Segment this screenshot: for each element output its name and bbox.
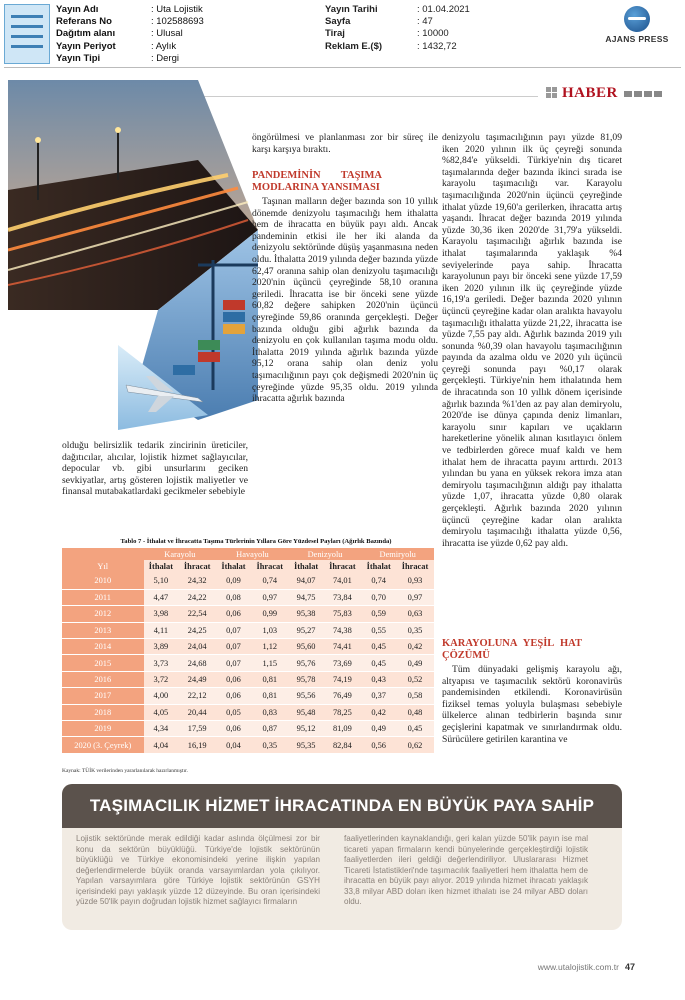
table-cell: 73,69	[323, 655, 361, 671]
table-cell: 75,83	[323, 606, 361, 622]
table-header-year: Yıl	[62, 560, 144, 573]
table-cell: 0,45	[361, 639, 396, 655]
table-cell: 0,07	[216, 622, 251, 638]
meta-value: : Aylık	[151, 40, 177, 52]
table-cell: 0,05	[216, 704, 251, 720]
table-cell: 73,84	[323, 589, 361, 605]
table-header-cell: İhracat	[251, 560, 289, 573]
table-cell: 0,74	[251, 573, 289, 589]
divider	[4, 67, 681, 68]
table-cell: 0,83	[251, 704, 289, 720]
table-row	[62, 639, 434, 655]
info-box-col-left: Lojistik sektöründe merak edildiği kadar aslında ölçülmesi zor bir konu da sektörün büyüklüğü. Türkiye'de lojistik sektörünün büyüklüğü ve Türkiye ekonomisindeki yerine ilişkin yapılan değerlendirmelerde büyük oranda varsayımlardan yola çıkılıyor. Yapılan varsayımlara göre Türkiye lojistik sektörünün GSYH içerisindeki payı yaklaşık yüzde 12 düzeyinde. Bu oran içerisindeki yüzde 50'lik payın doğrudan lojistik hizmet sağlayıcı firmaların	[76, 834, 320, 906]
article-col-right-bottom	[442, 664, 622, 770]
meta-key: Dağıtım alanı	[56, 28, 116, 40]
table-cell: 0,06	[216, 721, 251, 737]
paragraph: olduğu belirsizlik tedarik zincirinin üreticiler, dağıtıcılar, alıcılar, lojistik hizmet sağlayıcılar, depocular vb. gibi unsurlarını geciken sevkiyatlar, artış gösteren lojistik maliyetler ve finansal mutabakatlardaki gecikmeler sebebiyle	[62, 440, 248, 498]
paragraph: Taşınan malların değer bazında son 10 yıllık dönemde denizyolu taşımacılığı hem ithalatta hem de ihracatta en büyük payı aldı. Ancak pandeminin etkisi ile her iki alanda da denizyolu sektöründe düşüş yaşanmasına neden oldu. İthalatta 2019 yılında değer bazında yüzde 62,47 oranına sahip olan denizyolu taşımacılığı 2020'nin üçüncü çeyreğinde 58,10 oranına geriledi. İhracatta ise bir önceki sene yüzde 60,82 değere sahipken 2020'nin üçüncü çeyreğinde 59,86 oranında gerçekleşti. Değer bazında olduğu gibi ağırlık bazında da denizyolu en çok kullanılan taşıma modu oldu. İthalatta 2019 yılında ağırlık bazında yüzde 95,12 orana sahip olan deniz yolu taşımacılığının payı çok değişmedi 2020'nin üç çeyreğinde yüzde 95,35 oldu. 2019 yılında ihracatta ağırlık bazında	[252, 196, 438, 405]
table-cell-year: 2017	[62, 688, 144, 704]
table-cell: 4,04	[144, 737, 179, 753]
agency-logo	[597, 6, 677, 44]
table-cell: 95,76	[289, 655, 324, 671]
table-cell: 0,97	[396, 589, 434, 605]
table-row	[62, 737, 434, 753]
table-cell: 82,84	[323, 737, 361, 753]
table-header-cell: İhracat	[178, 560, 216, 573]
table-cell: 4,47	[144, 589, 179, 605]
table-row	[62, 671, 434, 687]
table-cell-year: 2018	[62, 704, 144, 720]
heading-pandemi: PANDEMİNİN TAŞIMA MODLARINA YANSIMASI	[252, 170, 382, 193]
table-cell: 0,70	[361, 589, 396, 605]
table-cell: 0,06	[216, 671, 251, 687]
meta-value: : 1432,72	[417, 40, 457, 52]
agency-name: AJANS PRESS	[605, 34, 669, 44]
table-cell: 4,34	[144, 721, 179, 737]
meta-key: Yayın Tarihi	[325, 4, 378, 15]
table-cell-year: 2012	[62, 606, 144, 622]
table-cell: 95,56	[289, 688, 324, 704]
table-cell: 0,09	[216, 573, 251, 589]
table-cell: 0,49	[361, 721, 396, 737]
globe-icon	[624, 6, 650, 32]
table-cell: 0,87	[251, 721, 289, 737]
publication-logo	[4, 4, 50, 64]
info-box	[62, 784, 622, 930]
table-cell: 0,58	[396, 688, 434, 704]
clipping-header	[0, 0, 685, 68]
meta-key: Yayın Tipi	[56, 52, 101, 64]
table-cell: 95,48	[289, 704, 324, 720]
meta-value: : Ulusal	[151, 28, 183, 40]
table-cell-year: 2019	[62, 721, 144, 737]
footer-url: www.utalojistik.com.tr	[537, 962, 619, 972]
table-cell: 3,73	[144, 655, 179, 671]
table-cell: 22,54	[178, 606, 216, 622]
meta-value: : Uta Lojistik	[151, 4, 203, 15]
meta-right	[325, 4, 537, 53]
table-cell: 0,42	[396, 639, 434, 655]
table-row	[62, 589, 434, 605]
table-sub-header	[62, 560, 434, 573]
table-cell: 3,72	[144, 671, 179, 687]
table-title: Tablo 7 - İthalat ve İhracatta Taşıma Türlerinin Yıllara Göre Yüzdesel Payları (Ağırlık Bazında)	[120, 538, 392, 545]
article-col-right	[442, 132, 622, 632]
table-cell: 74,38	[323, 622, 361, 638]
table-cell: 76,49	[323, 688, 361, 704]
table-cell: 0,07	[216, 655, 251, 671]
table-cell: 1,15	[251, 655, 289, 671]
table-cell: 74,41	[323, 639, 361, 655]
logistics-photo	[8, 80, 258, 430]
table-cell: 0,99	[251, 606, 289, 622]
table-cell: 16,19	[178, 737, 216, 753]
table-cell: 95,27	[289, 622, 324, 638]
table-cell: 5,10	[144, 573, 179, 589]
table-header-cell: İthalat	[361, 560, 396, 573]
table-cell: 0,93	[396, 573, 434, 589]
table-cell: 0,45	[396, 721, 434, 737]
table-row	[62, 688, 434, 704]
page-footer	[538, 962, 635, 972]
table-cell: 0,63	[396, 606, 434, 622]
table-header-denizyolu: Denizyolu	[289, 548, 362, 560]
table-cell: 0,37	[361, 688, 396, 704]
table-cell: 0,49	[396, 655, 434, 671]
page-number: 47	[624, 962, 635, 972]
photo-collage	[8, 80, 258, 430]
table-cell: 74,19	[323, 671, 361, 687]
table-cell: 20,44	[178, 704, 216, 720]
table-row	[62, 606, 434, 622]
table-cell: 0,48	[396, 704, 434, 720]
table-cell: 22,12	[178, 688, 216, 704]
table-cell-year: 2013	[62, 622, 144, 638]
table-cell-year: 2010	[62, 573, 144, 589]
table-cell-year: 2016	[62, 671, 144, 687]
transport-share-table	[62, 548, 434, 754]
info-box-title: TAŞIMACILIK HİZMET İHRACATINDA EN BÜYÜK PAYA SAHİP	[62, 784, 622, 828]
meta-key: Sayfa	[325, 16, 351, 28]
dots-icon	[624, 91, 662, 97]
meta-value: : 102588693	[151, 16, 204, 28]
table-cell-year: 2014	[62, 639, 144, 655]
table-cell: 4,00	[144, 688, 179, 704]
table-cell: 0,06	[216, 606, 251, 622]
table-cell: 0,59	[361, 606, 396, 622]
meta-value: : 47	[417, 16, 433, 28]
table-cell: 0,42	[361, 704, 396, 720]
table-cell: 0,07	[216, 639, 251, 655]
meta-key: Yayın Adı	[56, 4, 99, 15]
table-cell: 24,68	[178, 655, 216, 671]
table-header-demiryolu: Demiryolu	[361, 548, 434, 560]
table-cell: 24,22	[178, 589, 216, 605]
table-row	[62, 704, 434, 720]
paragraph: denizyolu taşımacılığının payı yüzde 81,09 iken 2020 yılının ilk üç çeyreği sonunda %82,84'e yükseldi. Türkiye'nin dış ticaret taşımalarında değer bazında ikinci sırada ise karayolu taşımacılığı var. Karayolu taşımacılığında 2020'nin üçüncü çeyreğinde ithalat yüzde 19,60'a gerilerken, ihracatta artış yaşandı. İhracat değer bazında 2019 yılında yüzde 30,36 iken 2020'de 31,79'a yükseldi. Karayolu taşımacılığı ağırlık bazında ise ithalat taşımalarında yaklaşık %4 seviyelerinde paya sahip. İhracatta karayolunun payı bir önceki sene yüzde 17,59 iken 2020 yılının ilk üç çeyreğinde yüzde 16,19'a geriledi. Değer bazında 2020 yılının üçüncü çeyreğine kadar olan aralıkta havayolu taşımacılığı ithalatta yüzde 21,22, ihracatta ise yüzde 7,55 pay aldı. Ağırlık bazında 2019 yılı sonunda %0,39 olan havayolu taşımacılığının payında da azalma oldu ve 2020 yılı üçüncü çeyreği sonunda payı %0,17 olarak gerçekleşti. Türkiye'nin hem ithalatında hem de ihracatında son 10 yıllık dönem içerisinde ağırlık bazında %1'den az pay alan demiryolu, 2020'de ise dünya çapında deniz limanları, karayolu sınır kapıları ve uçakların hareketlerine yönelik alınan kısıtlayıcı önlem ve tedbirlerden görece muaf kaldı ve hem ithalat hem de ihracatta payını arttırdı. 2013 yılından bu yana en yüksek rekora imza atan demiryolu taşımacılığının aldığı pay ithalatta yüzde 1,07, ihracatta yüzde 0,80 olarak gerçekleşti. Ağırlık bazında 2020 yılının üçüncü çeyreğine kadar olan aralıkta demiryolu taşımacılığı ithalatta yüzde 0,56, ihracatta ise yüzde 0,62 pay aldı.	[442, 132, 622, 549]
table-cell: 95,35	[289, 737, 324, 753]
table-cell: 0,04	[216, 737, 251, 753]
table-row	[62, 573, 434, 589]
article-col-middle-top	[252, 132, 438, 155]
table-cell: 0,81	[251, 671, 289, 687]
paragraph: öngörülmesi ve planlanması zor bir süreç ile karşı karşıya bıraktı.	[252, 132, 438, 155]
table-cell-year: 2015	[62, 655, 144, 671]
table-cell: 0,97	[251, 589, 289, 605]
section-label: HABER	[562, 85, 618, 101]
table-cell: 0,08	[216, 589, 251, 605]
table-row	[62, 622, 434, 638]
meta-left	[56, 4, 291, 65]
table-cell: 1,12	[251, 639, 289, 655]
meta-value: : 10000	[417, 28, 449, 40]
table-cell: 0,35	[396, 622, 434, 638]
table-cell: 95,60	[289, 639, 324, 655]
table-cell: 0,81	[251, 688, 289, 704]
paragraph: Tüm dünyadaki gelişmiş karayolu ağı, altyapısı ve taşımacılık sektörü koronavirüs pandemisinden etkilendi. Koronavirüsün fiziksel temas yoluyla bulaşması sebebiyle ülkelerce alınan tedbirlerin başında sınır geçişlerini kapatmak ve sınırlandırmak oldu. Sürücülere getirilen karantina ve	[442, 664, 622, 745]
table-cell: 78,25	[323, 704, 361, 720]
table-cell: 4,05	[144, 704, 179, 720]
table-group-header	[62, 548, 434, 560]
section-heading	[252, 170, 382, 194]
table-cell: 17,59	[178, 721, 216, 737]
table-cell: 24,32	[178, 573, 216, 589]
table-cell-year: 2011	[62, 589, 144, 605]
table-cell: 0,35	[251, 737, 289, 753]
article-col-left	[62, 440, 248, 498]
meta-value: : 01.04.2021	[417, 4, 470, 15]
table-cell: 0,52	[396, 671, 434, 687]
table-cell: 24,25	[178, 622, 216, 638]
table-cell: 0,62	[396, 737, 434, 753]
table-cell: 0,06	[216, 688, 251, 704]
squares-icon	[546, 87, 558, 101]
table-row	[62, 721, 434, 737]
table-cell: 95,12	[289, 721, 324, 737]
table-header-cell: İthalat	[144, 560, 179, 573]
meta-key: Tiraj	[325, 28, 345, 40]
table-cell: 0,45	[361, 655, 396, 671]
table-header-blank	[62, 548, 144, 560]
meta-key: Yayın Periyot	[56, 40, 116, 52]
table-cell: 95,38	[289, 606, 324, 622]
table-cell: 0,43	[361, 671, 396, 687]
table-source: Kaynak: TÜİK verilerinden yararlanılarak hazırlanmıştır.	[62, 768, 188, 774]
table-cell: 94,75	[289, 589, 324, 605]
table-header-havayolu: Havayolu	[216, 548, 289, 560]
table-cell: 3,89	[144, 639, 179, 655]
info-box-col-right: faaliyetlerinden kaynaklandığı, geri kalan yüzde 50'lik payın ise mal ticareti yapan firmaların kendi bünyelerinde gerçekleştirdiği lojistik faaliyetlerden ileri geldiği değerlendiriliyor. Uluslararası Hizmet Ticareti İstatistikleri'nde taşımacılık faaliyetleri hem ithalatta hem de ihracatta en büyük payı alıyor. 2019 yılında hizmet ihracatı yaklaşık 33,8 milyar ABD doları iken hizmet ithalatı ise 24 milyar ABD doları oldu.	[344, 834, 588, 906]
table-cell: 0,55	[361, 622, 396, 638]
table-cell: 4,11	[144, 622, 179, 638]
heading-karayolu: KARAYOLUNA YEŞİL HAT ÇÖZÜMÜ	[442, 638, 582, 661]
table-header-cell: İthalat	[216, 560, 251, 573]
table-cell: 24,04	[178, 639, 216, 655]
table-header-cell: İthalat	[289, 560, 324, 573]
section-heading	[442, 638, 582, 662]
table-cell: 3,98	[144, 606, 179, 622]
table-header-cell: İhracat	[396, 560, 434, 573]
table-body	[62, 573, 434, 753]
table-cell: 24,49	[178, 671, 216, 687]
meta-key: Reklam E.($)	[325, 40, 383, 52]
table-header-karayolu: Karayolu	[144, 548, 217, 560]
table-cell: 81,09	[323, 721, 361, 737]
table-cell: 0,74	[361, 573, 396, 589]
table-cell: 74,01	[323, 573, 361, 589]
table-cell: 95,78	[289, 671, 324, 687]
table-cell: 94,07	[289, 573, 324, 589]
table-row	[62, 655, 434, 671]
table-cell: 0,56	[361, 737, 396, 753]
meta-value: : Dergi	[151, 52, 179, 64]
meta-key: Referans No	[56, 16, 112, 28]
table-cell-year: 2020 (3. Çeyrek)	[62, 737, 144, 753]
table-header-cell: İhracat	[323, 560, 361, 573]
article-col-middle	[252, 196, 438, 521]
table-cell: 1,03	[251, 622, 289, 638]
